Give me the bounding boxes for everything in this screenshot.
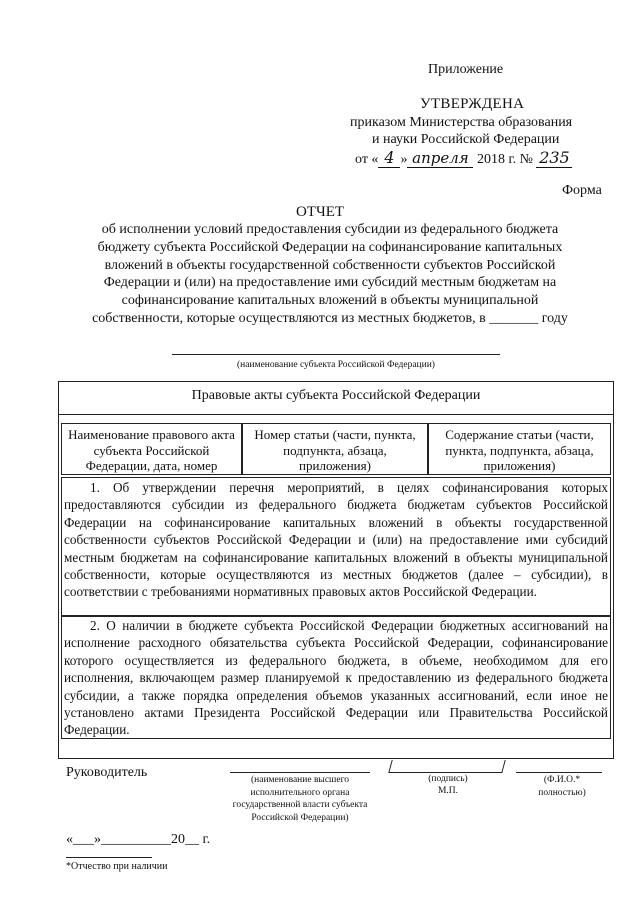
table-title-divider bbox=[58, 414, 614, 415]
report-line: собственности, которые осуществляются из местных бюджетов, в _______ году bbox=[92, 310, 568, 326]
head-label: Руководитель bbox=[66, 765, 148, 780]
paragraph-2: 2. О наличии в бюджете субъекта Российской Федерации бюджетных ассигнований на исполнение расходного обязательства субъекта Российской Федерации, софинансирование которого осуществляется из федерального бюджета, в объеме, необходимом для его исполнения, включающем размер планируемой к предоставлению из федерального бюджета субсидии, а также порядка определения объемов указанных ассигнований, если иное не установлено актами Президента Российской Федерации или Правительства Российской Федерации. bbox=[64, 618, 608, 738]
report-description bbox=[60, 221, 600, 328]
date-prefix: от « bbox=[355, 152, 379, 167]
report-title: ОТЧЕТ bbox=[295, 204, 345, 220]
report-line: софинансирование капитальных вложений в объекты муниципальной bbox=[121, 293, 539, 309]
report-line: Федерации и (или) на предоставление ими субсидий местным бюджетам на bbox=[103, 275, 557, 291]
order-number-handwritten: 235 bbox=[536, 148, 572, 168]
date-day-handwritten: 4 bbox=[378, 148, 400, 168]
organ-caption: (наименование высшего исполнительного органа государственной власти субъекта Российской Федерации) bbox=[232, 775, 368, 823]
report-line: бюджету субъекта Российской Федерации на софинансирование капитальных bbox=[97, 239, 563, 255]
footnote-divider bbox=[66, 857, 152, 858]
table-title: Правовые акты субъекта Российской Федерации bbox=[191, 388, 481, 403]
approved-label: УТВЕРЖДЕНА bbox=[420, 96, 525, 112]
column-header-act-name: Наименование правового акта субъекта Российской Федерации, дата, номер bbox=[61, 423, 242, 475]
report-line: об исполнении условий предоставления субсидии из федерального бюджета bbox=[101, 222, 559, 237]
fio-caption: (Ф.И.О.* полностью) bbox=[538, 775, 586, 798]
footnote-text: *Отчество при наличии bbox=[66, 861, 168, 872]
date-sep: » bbox=[400, 152, 408, 167]
subject-line bbox=[172, 354, 500, 355]
form-label: Форма bbox=[562, 183, 602, 198]
signature-line bbox=[388, 760, 505, 773]
date-month-handwritten: апреля bbox=[407, 149, 473, 168]
order-line-2: и науки Российской Федерации bbox=[372, 132, 560, 147]
organ-line bbox=[230, 772, 370, 773]
date-fill-line: «___»__________20__ г. bbox=[66, 832, 211, 847]
column-header-article-content: Содержание статьи (части, пункта, подпункта, абзаца, приложения) bbox=[428, 423, 611, 475]
subject-caption: (наименование субъекта Российской Федерации) bbox=[237, 360, 435, 370]
order-date-line bbox=[355, 148, 572, 168]
column-header-article-number: Номер статьи (части, пункта, подпункта, абзаца, приложения) bbox=[242, 423, 428, 475]
paragraph-1: 1. Об утверждении перечня мероприятий, в целях софинансирования которых предоставляются субсидии из федерального бюджета бюджетам субъектов Российской Федерации на софинансирование капитальных вложений в объекты государственной собственности субъектов Российской Федерации и (или) на предоставление ими субсидий местным бюджетам на софинансирование капитальных вложений в объекты муниципальной собственности, которые осуществляются из местных бюджетов (далее – субсидии), в соответствии с требованиями нормативных правовых актов Российской Федерации. bbox=[64, 480, 608, 600]
date-year: 2018 г. № bbox=[476, 152, 533, 167]
stamp-place-label: М.П. bbox=[437, 786, 459, 796]
report-line: вложений в объекты государственной собственности субъектов Российской bbox=[104, 257, 556, 273]
signature-caption: (подпись) bbox=[428, 774, 468, 784]
fio-line bbox=[516, 772, 602, 773]
appendix-label: Приложение bbox=[428, 62, 504, 77]
order-line-1: приказом Министерства образования bbox=[350, 115, 573, 130]
